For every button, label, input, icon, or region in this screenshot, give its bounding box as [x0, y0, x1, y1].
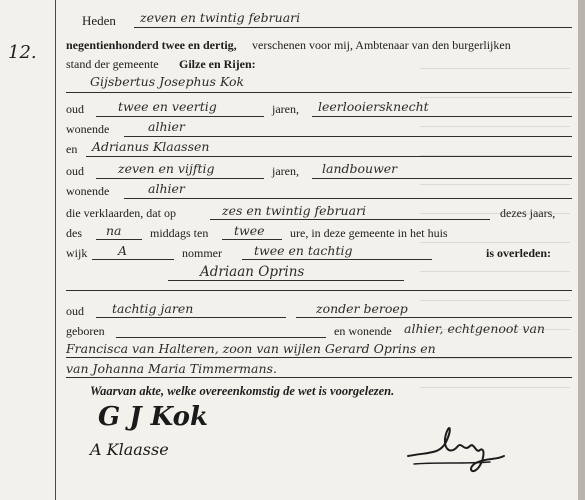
rule-line [96, 239, 142, 240]
rule-line [312, 116, 572, 117]
house-number: twee en tachtig [254, 243, 353, 258]
deceased-name: Adriaan Oprins [200, 264, 305, 280]
municipality: Gilze en Rijen: [179, 57, 256, 71]
rule-line [86, 156, 572, 157]
rule-line [66, 357, 572, 358]
rule-line [96, 116, 264, 117]
spouse-line-1: alhier, echtgenoot van [404, 321, 545, 336]
rule-line [296, 317, 572, 318]
hour: twee [234, 223, 265, 238]
witness1-residence: alhier [148, 119, 185, 134]
witness2-age: zeven en vijftig [118, 161, 215, 176]
spouse-line-2: Francisca van Halteren, zoon van wijlen Gerard Oprins en [66, 341, 436, 356]
witness2-residence: alhier [148, 181, 185, 196]
in-house-text: ure, in deze gemeente in het huis [290, 226, 448, 240]
oud-label: oud [66, 164, 84, 178]
entry-number: 12. [8, 42, 37, 63]
witness2-occupation: landbouwer [322, 161, 398, 176]
declared-text: die verklaarden, dat op [66, 206, 176, 220]
rule-line [116, 337, 326, 338]
witness1-age: twee en veertig [118, 99, 217, 114]
wijk-value: A [118, 243, 128, 258]
deceased-occupation: zonder beroep [316, 301, 408, 316]
jaren-label: jaren, [272, 102, 299, 116]
rule-line [66, 92, 572, 93]
margin-rule [55, 0, 56, 500]
rule-line [168, 280, 404, 281]
witness2-name: Adrianus Klaassen [92, 139, 210, 154]
stand-text: stand der gemeente [66, 57, 159, 71]
wonende-label: wonende [66, 122, 110, 136]
rule-line [242, 259, 432, 260]
dezes-jaars: dezes jaars, [500, 206, 556, 220]
death-date: zes en twintig februari [222, 203, 367, 218]
rule-line [124, 198, 572, 199]
rule-line [96, 317, 286, 318]
rule-line [210, 219, 490, 220]
oud-label: oud [66, 304, 84, 318]
witness1-occupation: leerlooiersknecht [318, 99, 429, 114]
rule-line [96, 178, 264, 179]
time-of-day: na [106, 223, 122, 238]
wonende-label: wonende [66, 184, 110, 198]
registrar-signature [400, 412, 510, 482]
signature-klaasse: A Klaasse [90, 440, 169, 459]
page-edge-shadow [578, 0, 585, 500]
rule-line [134, 27, 572, 28]
year-text: negentienhonderd twee en dertig, [66, 38, 237, 52]
en-label: en [66, 142, 78, 156]
rule-line [124, 136, 572, 137]
middags-ten: middags ten [150, 226, 209, 240]
des-label: des [66, 226, 82, 240]
en-wonende-label: en wonende [334, 324, 392, 338]
nummer-label: nommer [182, 246, 222, 260]
rule-line [66, 377, 572, 378]
oud-label: oud [66, 102, 84, 116]
jaren-label: jaren, [272, 164, 299, 178]
witness1-name: Gijsbertus Josephus Kok [90, 74, 245, 89]
rule-line [66, 290, 572, 291]
deceased-label: is overleden: [486, 246, 551, 260]
spouse-line-3: van Johanna Maria Timmermans. [66, 361, 277, 376]
signature-kok: G J Kok [98, 402, 208, 432]
rule-line [222, 239, 282, 240]
date-handwritten: zeven en twintig februari [140, 10, 301, 25]
rule-line [312, 178, 572, 179]
rule-line [92, 259, 174, 260]
appeared-text: verschenen voor mij, Ambtenaar van den burgerlijken [252, 38, 511, 52]
heden-label: Heden [82, 13, 116, 28]
closing-text: Waarvan akte, welke overeenkomstig de wet is voorgelezen. [90, 384, 395, 398]
wijk-label: wijk [66, 246, 88, 260]
deceased-age: tachtig jaren [112, 301, 194, 316]
geboren-label: geboren [66, 324, 105, 338]
